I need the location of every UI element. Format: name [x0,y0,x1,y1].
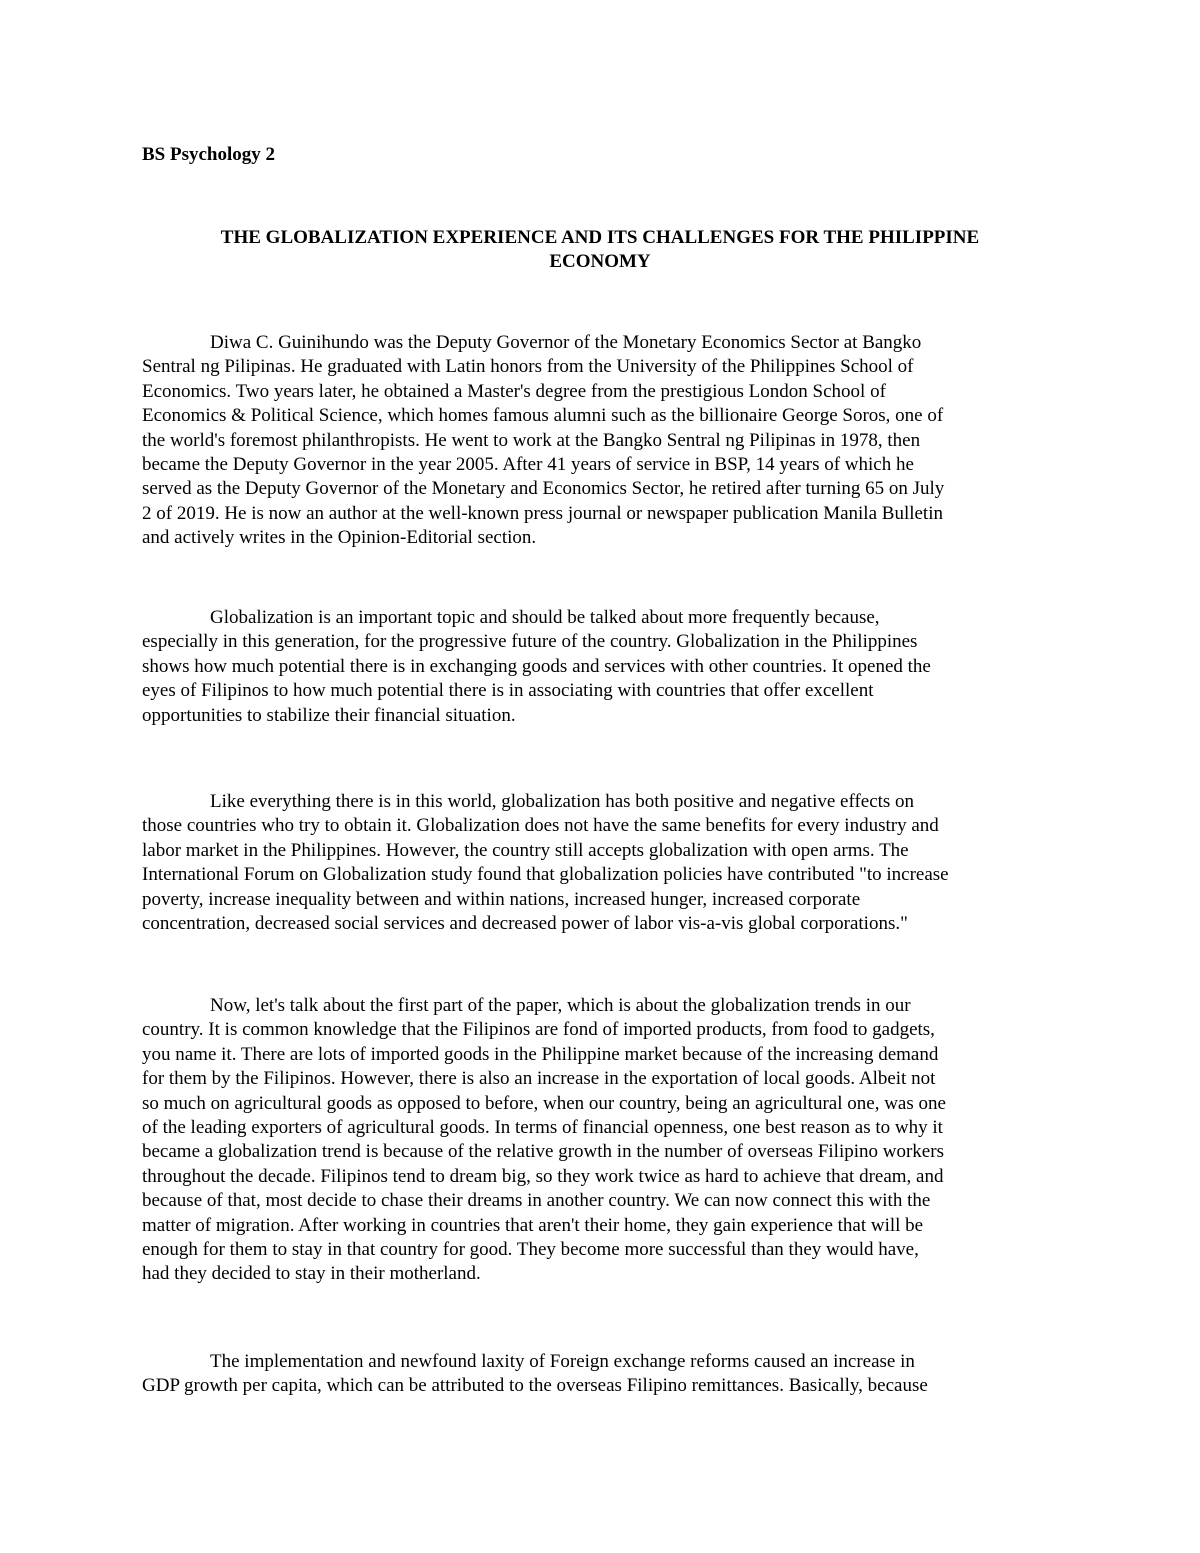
text-line: and actively writes in the Opinion-Editorial section. [142,527,537,549]
text-line: shows how much potential there is in exchanging goods and services with other countries. It opened the [142,655,931,677]
text-line: GDP growth per capita, which can be attributed to the overseas Filipino remittances. Basically, because [142,1375,928,1397]
text-line: those countries who try to obtain it. Globalization does not have the same benefits for every industry and [142,815,939,837]
text-line: poverty, increase inequality between and within nations, increased hunger, increased corporate [142,888,861,910]
paragraph-globalization-trends [142,994,1067,1287]
text-line: 2 of 2019. He is now an author at the well-known press journal or newspaper publication Manila Bulletin [142,502,943,524]
text-line: had they decided to stay in their motherland. [142,1263,481,1285]
text-line: opportunities to stabilize their financial situation. [142,704,516,726]
paragraph-globalization-importance [142,606,1067,728]
text-line: enough for them to stay in that country for good. They become more successful than they would have, [142,1239,919,1261]
text-line: became a globalization trend is because of the relative growth in the number of overseas Filipino workers [142,1141,944,1163]
text-line: the world's foremost philanthropists. He went to work at the Bangko Sentral ng Pilipinas in 1978, then [142,429,921,451]
title-line: THE GLOBALIZATION EXPERIENCE AND ITS CHALLENGES FOR THE PHILIPPINE [220,227,980,248]
paragraph-author-bio [142,331,1067,551]
document-title [142,226,1058,274]
text-line: Economics. Two years later, he obtained a Master's degree from the prestigious London School of [142,380,886,402]
text-line: especially in this generation, for the progressive future of the country. Globalization in the Philippines [142,631,918,653]
text-line: The implementation and newfound laxity of Foreign exchange reforms caused an increase in [210,1351,915,1372]
text-line: Globalization is an important topic and should be talked about more frequently because, [210,607,880,628]
text-line: so much on agricultural goods as opposed to before, when our country, being an agricultural one, was one [142,1092,946,1114]
text-line: eyes of Filipinos to how much potential there is in associating with countries that offer excellent [142,680,874,702]
text-line: International Forum on Globalization study found that globalization policies have contributed "to increase [142,864,949,886]
text-line: labor market in the Philippines. However, the country still accepts globalization with open arms. The [142,839,909,861]
text-line: Like everything there is in this world, globalization has both positive and negative effects on [210,791,915,812]
course-label: BS Psychology 2 [142,144,276,165]
title-line: ECONOMY [549,251,651,272]
text-line: for them by the Filipinos. However, there is also an increase in the exportation of local goods. Albeit not [142,1068,936,1090]
text-line: Economics & Political Science, which homes famous alumni such as the billionaire George Soros, one of [142,405,944,427]
text-line: became the Deputy Governor in the year 2005. After 41 years of service in BSP, 14 years of which he [142,454,914,476]
text-line: of the leading exporters of agricultural goods. In terms of financial openness, one best reason as to why it [142,1117,943,1139]
text-line: throughout the decade. Filipinos tend to dream big, so they work twice as hard to achieve that dream, and [142,1165,944,1187]
text-line: you name it. There are lots of imported goods in the Philippine market because of the increasing demand [142,1043,939,1065]
text-line: matter of migration. After working in countries that aren't their home, they gain experience that will be [142,1214,924,1236]
text-line: served as the Deputy Governor of the Monetary and Economics Sector, he retired after turning 65 on July [142,478,945,500]
paragraph-foreign-exchange [142,1350,1067,1399]
text-line: Diwa C. Guinihundo was the Deputy Governor of the Monetary Economics Sector at Bangko [210,332,922,353]
text-line: Sentral ng Pilipinas. He graduated with Latin honors from the University of the Philippines School of [142,356,914,378]
text-line: because of that, most decide to chase their dreams in another country. We can now connect this with the [142,1190,931,1212]
text-line: Now, let's talk about the first part of the paper, which is about the globalization trends in our [210,995,911,1016]
text-line: country. It is common knowledge that the Filipinos are fond of imported products, from food to gadgets, [142,1019,935,1041]
paragraph-globalization-effects [142,790,1067,936]
text-line: concentration, decreased social services and decreased power of labor vis-a-vis global corporations." [142,913,908,935]
